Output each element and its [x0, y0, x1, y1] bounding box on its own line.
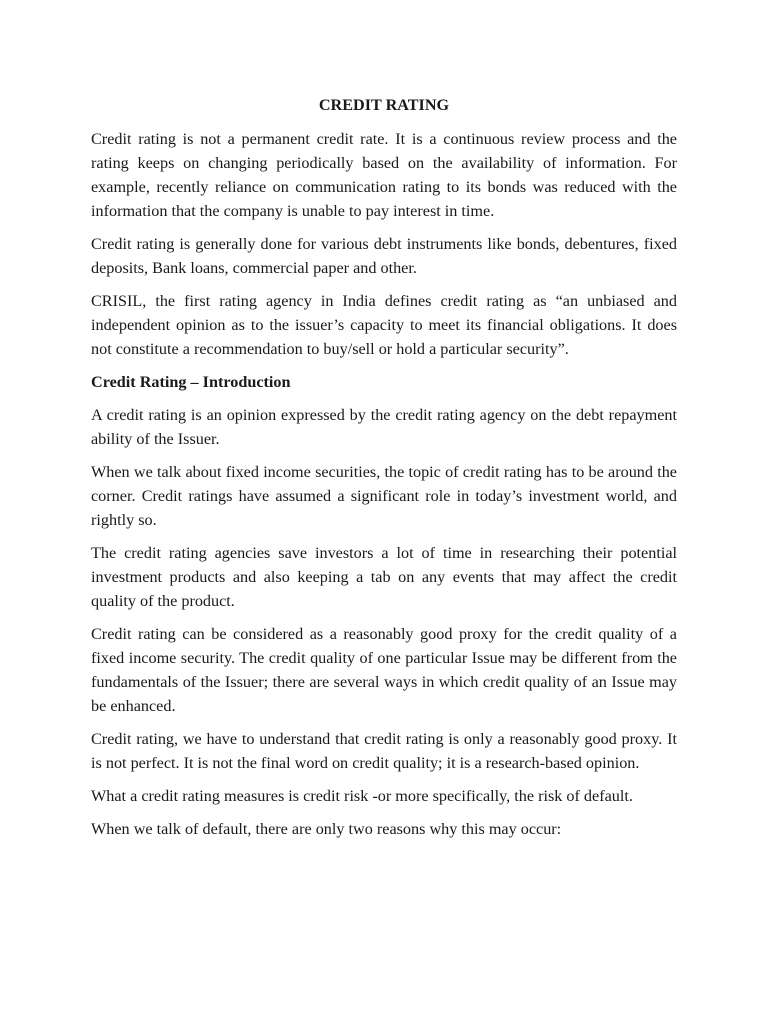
paragraph: The credit rating agencies save investors a lot of time in researching their potential investment products and also keeping a tab on any events that may affect the credit quality of the product. — [91, 544, 677, 610]
paragraph: What a credit rating measures is credit risk -or more specifically, the risk of default. — [91, 787, 633, 805]
document-body — [91, 93, 677, 850]
document-title: CREDIT RATING — [318, 96, 450, 114]
paragraph: Credit rating, we have to understand that credit rating is only a reasonably good proxy. It is not perfect. It is not the final word on credit quality; it is a research-based opinion. — [91, 730, 677, 772]
paragraph: When we talk of default, there are only two reasons why this may occur: — [91, 820, 562, 838]
paragraph: When we talk about fixed income securities, the topic of credit rating has to be around the corner. Credit ratings have assumed a significant role in today’s investment world, and rightly so. — [91, 463, 677, 529]
paragraph: CRISIL, the first rating agency in India defines credit rating as “an unbiased and independent opinion as to the issuer’s capacity to meet its financial obligations. It does not constitute a recommendation to buy/sell or hold a particular security”. — [91, 292, 677, 358]
section-heading: Credit Rating – Introduction — [91, 373, 291, 391]
paragraph: Credit rating can be considered as a reasonably good proxy for the credit quality of a fixed income security. The credit quality of one particular Issue may be different from the fundamentals of the Issuer; there are several ways in which credit quality of an Issue may be enhanced. — [91, 625, 677, 715]
paragraph: A credit rating is an opinion expressed by the credit rating agency on the debt repayment ability of the Issuer. — [91, 406, 677, 448]
paragraph: Credit rating is generally done for various debt instruments like bonds, debentures, fixed deposits, Bank loans, commercial paper and other. — [91, 235, 677, 277]
paragraph: Credit rating is not a permanent credit rate. It is a continuous review process and the rating keeps on changing periodically based on the availability of information. For example, recently reliance on communication rating to its bonds was reduced with the information that the company is unable to pay interest in time. — [91, 130, 677, 220]
